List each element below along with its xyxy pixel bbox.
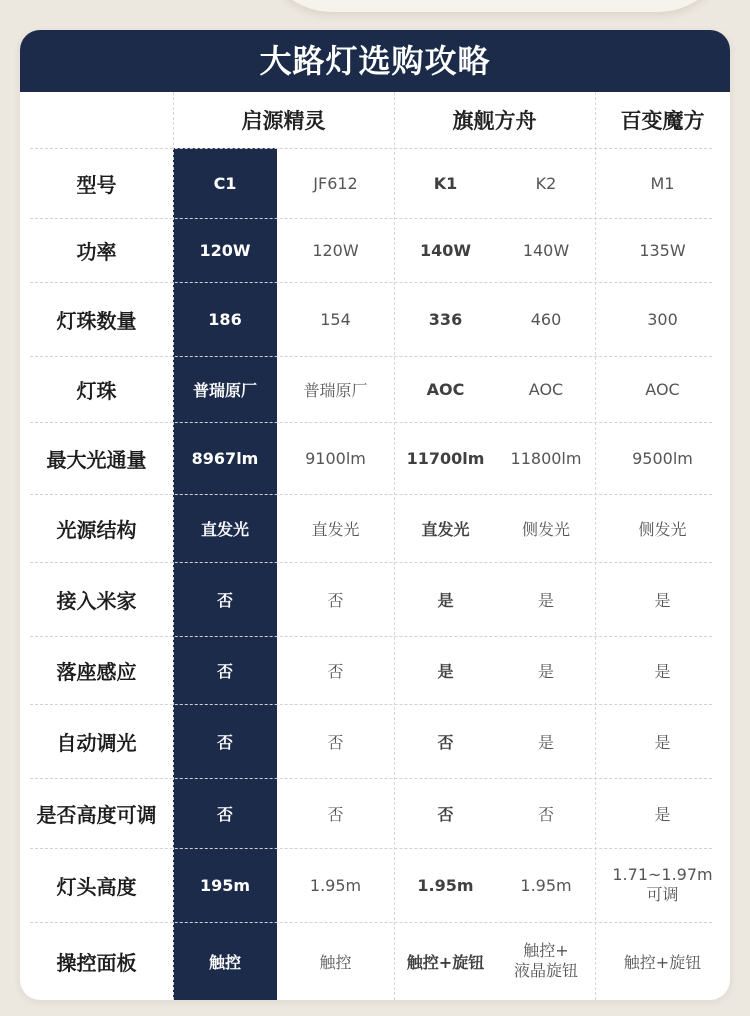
value-cell: 是 bbox=[654, 732, 671, 752]
value-cell: 否 bbox=[327, 661, 344, 681]
value-cell: 触控 bbox=[319, 952, 352, 972]
value-cell: 186 bbox=[208, 309, 242, 329]
value-cell: 300 bbox=[647, 309, 678, 329]
model-cell: K1 bbox=[433, 173, 458, 193]
value-cell: 是 bbox=[537, 661, 554, 681]
value-cell: AOC bbox=[426, 379, 465, 399]
value-cell: 侧发光 bbox=[638, 519, 687, 539]
row-label: 灯珠数量 bbox=[56, 308, 137, 333]
group-header: 启源精灵 bbox=[241, 109, 326, 133]
value-cell: 154 bbox=[320, 309, 351, 329]
value-cell: 否 bbox=[327, 590, 344, 610]
comparison-card bbox=[20, 30, 730, 1000]
value-cell: 触控+ 液晶旋钮 bbox=[513, 941, 578, 980]
value-cell: 是 bbox=[437, 661, 454, 681]
background-arc bbox=[260, 0, 730, 12]
value-cell: 否 bbox=[216, 804, 233, 824]
value-cell: 1.95m bbox=[417, 875, 474, 895]
value-cell: 触控 bbox=[208, 952, 241, 972]
value-cell: 否 bbox=[327, 804, 344, 824]
value-cell: 普瑞原厂 bbox=[192, 380, 257, 400]
group-header: 旗舰方舟 bbox=[452, 109, 537, 133]
model-cell: M1 bbox=[650, 173, 675, 193]
value-cell: 8967lm bbox=[191, 448, 259, 468]
value-cell: AOC bbox=[645, 379, 680, 399]
value-cell: 135W bbox=[639, 240, 686, 260]
value-cell: 336 bbox=[428, 309, 463, 329]
value-cell: 11800lm bbox=[510, 448, 582, 468]
value-cell: 否 bbox=[327, 732, 344, 752]
value-cell: 普瑞原厂 bbox=[303, 380, 368, 400]
value-cell: 120W bbox=[312, 240, 359, 260]
value-cell: 侧发光 bbox=[521, 519, 570, 539]
value-cell: 直发光 bbox=[421, 519, 470, 539]
value-cell: 是 bbox=[654, 804, 671, 824]
row-label: 操控面板 bbox=[56, 950, 137, 975]
value-cell: 1.71~1.97m 可调 bbox=[612, 865, 713, 904]
value-cell: 11700lm bbox=[406, 448, 485, 468]
value-cell: 否 bbox=[437, 732, 454, 752]
value-cell: 9100lm bbox=[305, 448, 366, 468]
value-cell: 140W bbox=[522, 240, 570, 260]
row-label: 灯珠 bbox=[76, 378, 117, 403]
row-label: 最大光通量 bbox=[46, 447, 147, 472]
value-cell: 是 bbox=[437, 590, 454, 610]
value-cell: 触控+旋钮 bbox=[623, 952, 702, 972]
value-cell: 否 bbox=[216, 732, 233, 752]
value-cell: 触控+旋钮 bbox=[406, 952, 485, 972]
value-cell: 120W bbox=[199, 240, 251, 260]
row-label: 光源结构 bbox=[56, 517, 137, 542]
value-cell: 是 bbox=[537, 732, 554, 752]
row-label: 功率 bbox=[76, 239, 117, 264]
value-cell: 460 bbox=[530, 309, 562, 329]
value-cell: 1.95m bbox=[520, 875, 572, 895]
value-cell: 195m bbox=[199, 875, 251, 895]
row-label: 自动调光 bbox=[56, 730, 137, 755]
model-cell: C1 bbox=[213, 173, 237, 193]
page-title: 大路灯选购攻略 bbox=[20, 30, 730, 92]
value-cell: 否 bbox=[437, 804, 454, 824]
value-cell: 9500lm bbox=[632, 448, 693, 468]
value-cell: AOC bbox=[528, 379, 564, 399]
model-cell: K2 bbox=[535, 173, 557, 193]
value-cell: 否 bbox=[216, 661, 233, 681]
value-cell: 是 bbox=[537, 590, 554, 610]
value-cell: 否 bbox=[537, 804, 554, 824]
row-label: 接入米家 bbox=[56, 588, 137, 613]
row-label: 型号 bbox=[76, 172, 117, 197]
model-cell: JF612 bbox=[313, 173, 358, 193]
value-cell: 直发光 bbox=[311, 519, 360, 539]
value-cell: 1.95m bbox=[309, 875, 362, 895]
group-header: 百变魔方 bbox=[620, 109, 705, 133]
value-cell: 否 bbox=[216, 590, 233, 610]
value-cell: 是 bbox=[654, 590, 671, 610]
value-cell: 直发光 bbox=[200, 519, 249, 539]
row-label: 落座感应 bbox=[56, 659, 137, 684]
row-label: 灯头高度 bbox=[56, 874, 137, 899]
value-cell: 140W bbox=[419, 240, 472, 260]
value-cell: 是 bbox=[654, 661, 671, 681]
row-label: 是否高度可调 bbox=[36, 802, 157, 827]
